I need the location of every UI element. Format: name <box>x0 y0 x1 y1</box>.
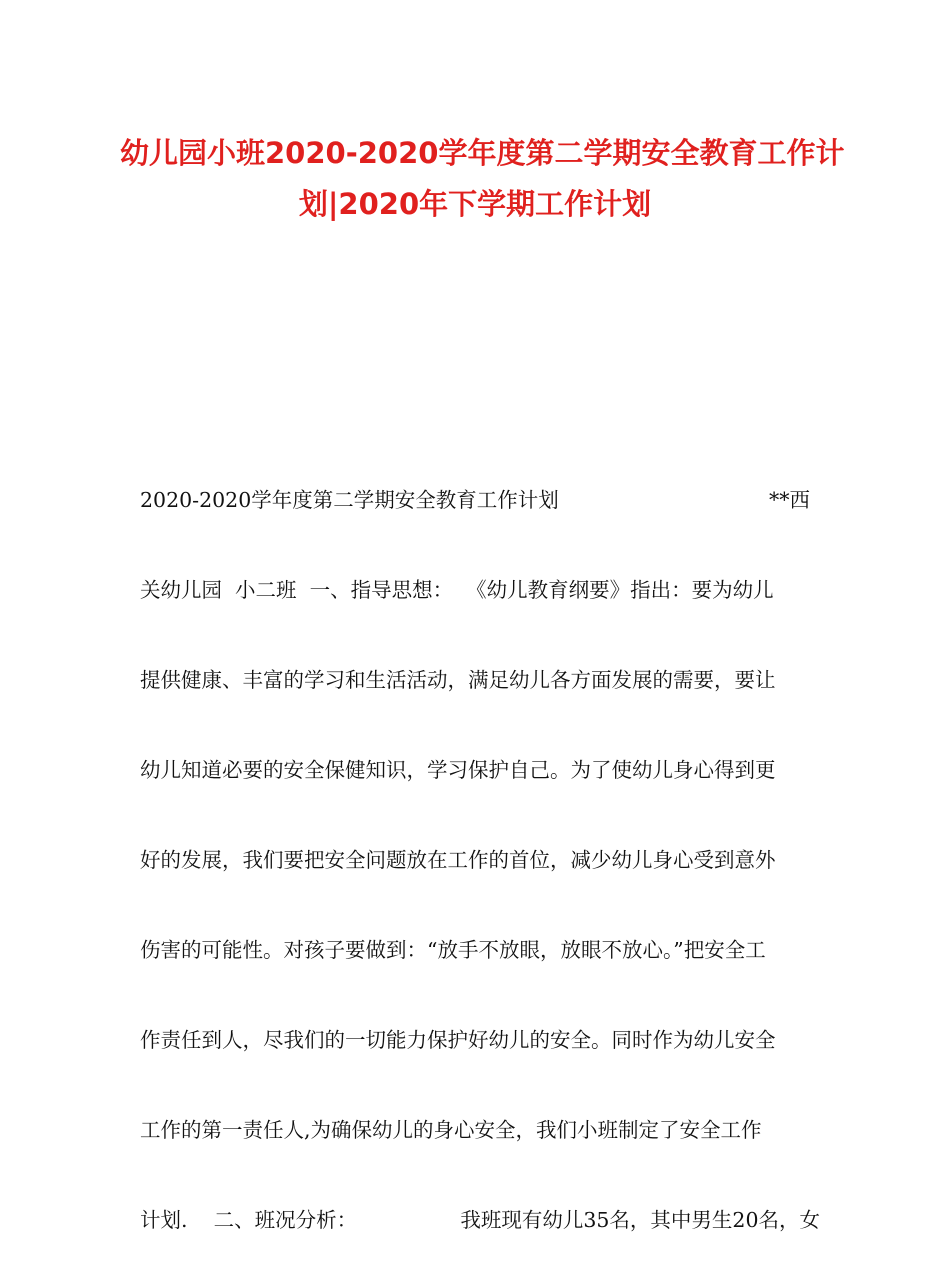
body-line-1-text: 2020-2020学年度第二学期安全教育工作计划 <box>140 488 559 512</box>
body-line-6-text: 伤害的可能性。对孩子要做到：“放手不放眼，放眼不放心。”把安全工 <box>140 938 766 962</box>
document-body <box>140 478 820 1288</box>
body-line-8-text: 工作的第一责任人,为确保幼儿的身心安全，我们小班制定了安全工作 <box>140 1118 762 1142</box>
body-line-7-text: 作责任到人，尽我们的一切能力保护好幼儿的安全。同时作为幼儿安全 <box>140 1028 776 1052</box>
body-line-7 <box>140 1018 820 1063</box>
body-line-6 <box>140 928 820 973</box>
body-line-3-text: 提供健康、丰富的学习和生活活动，满足幼儿各方面发展的需要，要让 <box>140 668 776 692</box>
title-line-1: 幼儿园小班2020-2020学年度第二学期安全教育工作计 <box>120 136 845 170</box>
title-line-2: 划|2020年下学期工作计划 <box>298 187 652 221</box>
body-line-8 <box>140 1108 820 1153</box>
body-line-1-author: **西 <box>769 488 810 512</box>
body-line-1 <box>140 478 820 523</box>
body-line-4-text: 幼儿知道必要的安全保健知识，学习保护自己。为了使幼儿身心得到更 <box>140 758 776 782</box>
body-line-5-text: 好的发展，我们要把安全问题放在工作的首位，减少幼儿身心受到意外 <box>140 848 776 872</box>
body-line-5 <box>140 838 820 883</box>
body-line-9 <box>140 1198 820 1243</box>
body-line-9-text-right: 我班现有幼儿35名，其中男生20名，女 <box>460 1208 820 1232</box>
body-line-9-text: 计划. 二、班况分析： <box>140 1208 358 1232</box>
body-line-2-text: 关幼儿园 小二班 一、指导思想： 《幼儿教育纲要》指出：要为幼儿 <box>140 578 774 602</box>
document-title <box>120 128 845 230</box>
body-line-3 <box>140 658 820 703</box>
body-line-4 <box>140 748 820 793</box>
body-line-2 <box>140 568 820 613</box>
